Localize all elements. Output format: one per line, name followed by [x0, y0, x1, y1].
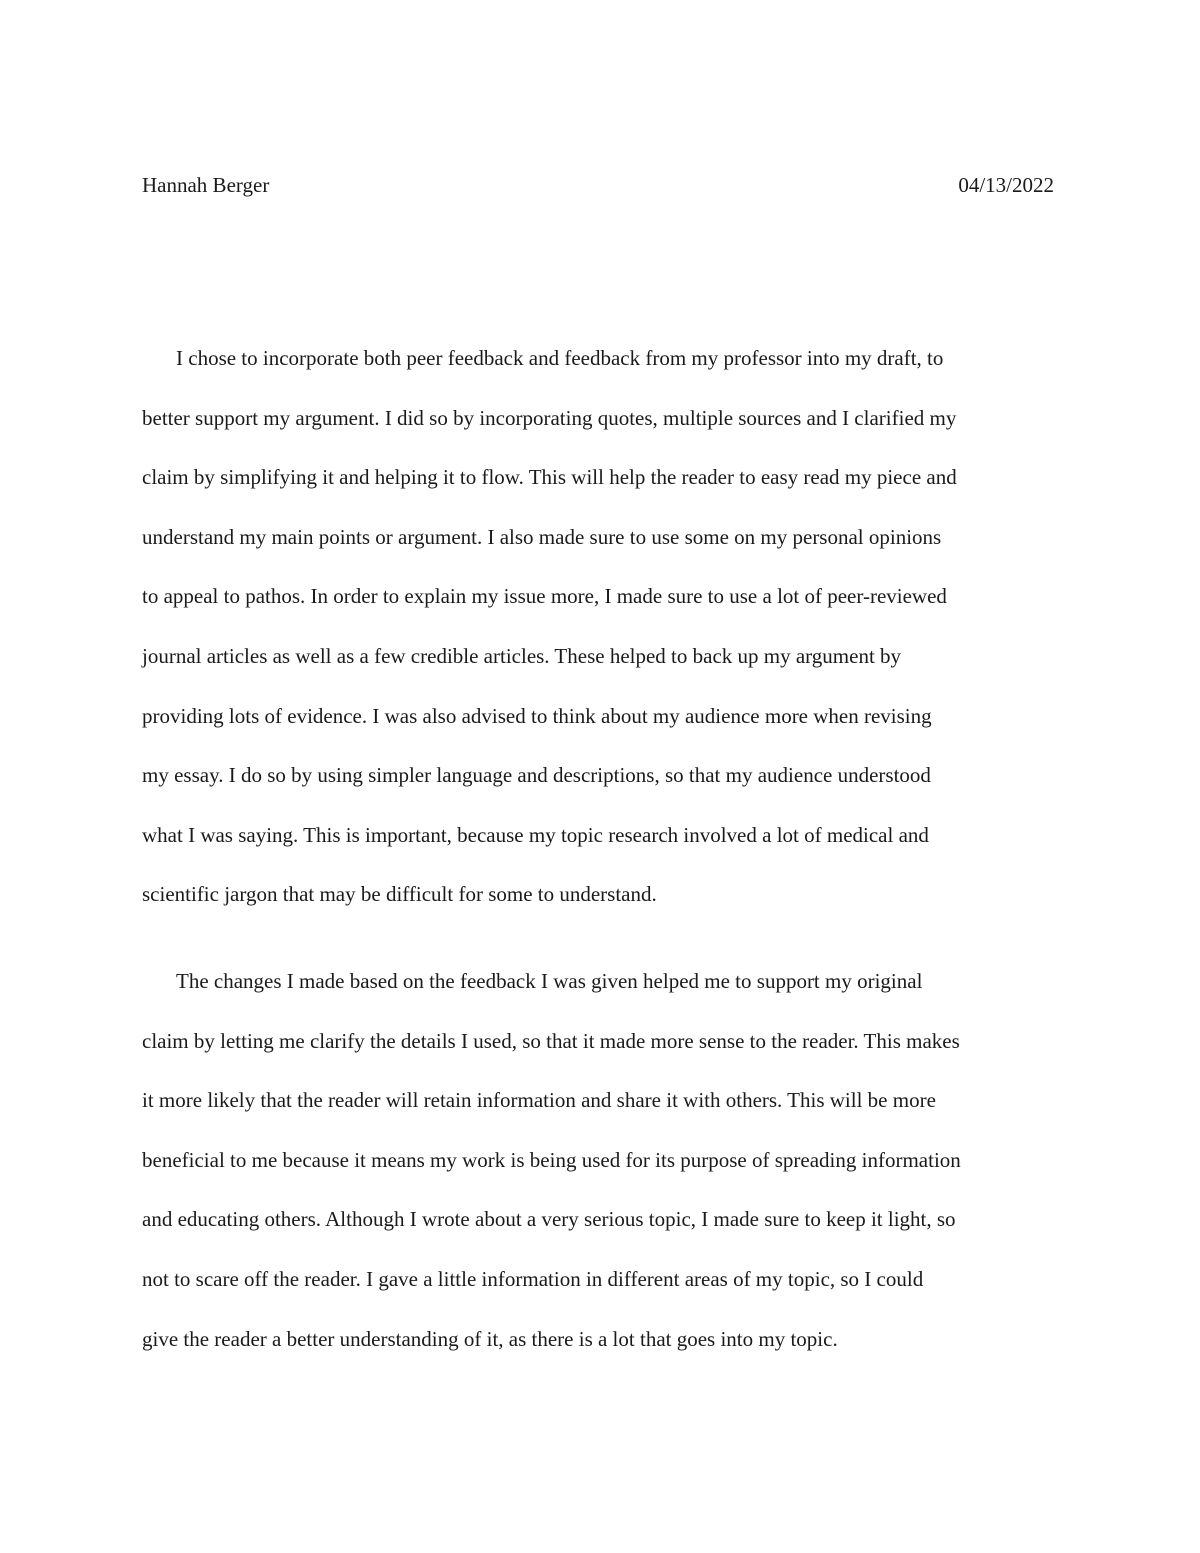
paragraph-line: what I was saying. This is important, because my topic research involved a lot of medical and [142, 822, 929, 847]
paragraph-line: beneficial to me because it means my work is being used for its purpose of spreading information [142, 1147, 961, 1172]
paragraph-line: claim by letting me clarify the details I used, so that it made more sense to the reader. This makes [142, 1028, 960, 1053]
paragraph-line: give the reader a better understanding of it, as there is a lot that goes into my topic. [142, 1326, 838, 1351]
paragraph-line: claim by simplifying it and helping it to flow. This will help the reader to easy read my piece and [142, 465, 957, 490]
paragraph-line: journal articles as well as a few credible articles. These helped to back up my argument by [142, 643, 902, 668]
paragraph-line: to appeal to pathos. In order to explain my issue more, I made sure to use a lot of peer-reviewed [142, 584, 947, 609]
paragraph-line: not to scare off the reader. I gave a little information in different areas of my topic, so I could [142, 1266, 924, 1291]
paragraph-line: scientific jargon that may be difficult for some to understand. [142, 882, 657, 907]
paragraph-line: better support my argument. I did so by incorporating quotes, multiple sources and I clarified my [142, 405, 957, 430]
document-body [142, 340, 1059, 1380]
paragraph-line: understand my main points or argument. I also made sure to use some on my personal opinions [142, 524, 942, 549]
paragraph-2 [142, 963, 1059, 1380]
document-date: 04/13/2022 [958, 173, 1054, 197]
paragraph-line: my essay. I do so by using simpler language and descriptions, so that my audience understood [142, 763, 931, 788]
paragraph-line: providing lots of evidence. I was also advised to think about my audience more when revising [142, 703, 932, 728]
paragraph-line: and educating others. Although I wrote about a very serious topic, I made sure to keep it light, so [142, 1207, 956, 1232]
paragraph-spacer [142, 936, 1059, 963]
document-header [142, 170, 1054, 200]
paragraph-line: I chose to incorporate both peer feedback and feedback from my professor into my draft, to [176, 346, 944, 370]
paragraph-line: it more likely that the reader will retain information and share it with others. This will be more [142, 1088, 936, 1113]
paragraph-line: The changes I made based on the feedback I was given helped me to support my original [176, 968, 923, 993]
paragraph-1 [142, 340, 1059, 936]
author-name: Hannah Berger [142, 173, 270, 197]
